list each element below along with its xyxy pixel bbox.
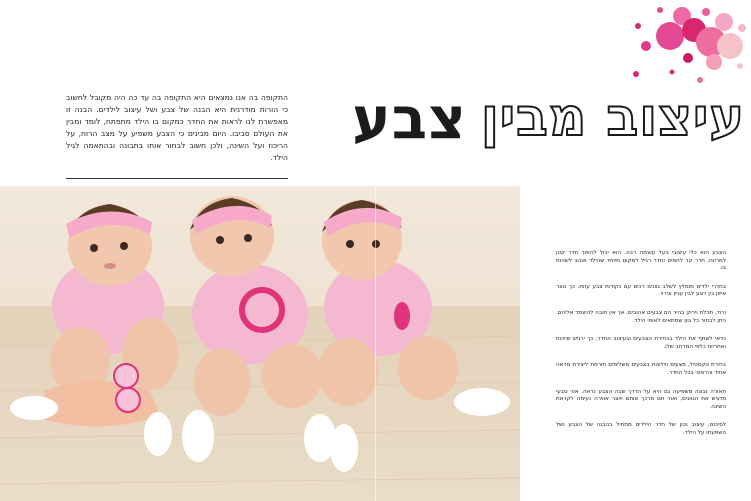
body-paragraph: תאורה נכונה משפיעה גם היא על הדרך שבה הצבע נראה. אור טבעי מדגיש את הגוונים, ואור חם מרכך אותם ויוצר אווירה נעימה לקראת השינה.	[556, 388, 726, 410]
body-paragraph: לסיכום, עיצוב נכון של חדר הילדים מתחיל בהבנה של הצבע ושל השפעתו על הילד.	[556, 422, 726, 436]
babies-photo	[0, 186, 520, 501]
body-column	[556, 250, 726, 498]
body-paragraph: ורוד, תכלת וירוק בהיר הם צבעים אהובים, אך אין חובה להיצמד אליהם. ניתן לבחור כל גוון שמתאים לאופי הילד.	[556, 309, 726, 324]
pink-toy-keys	[394, 302, 410, 330]
page-fold	[375, 186, 376, 501]
body-paragraph: הצבע הוא כלי עיצובי בעל עוצמה רבה. הוא יכול להפוך חדר קטן למרווח, חדר קר לחמים וחדר רגיל למקום מיוחד שהילד אוהב לשהות בו.	[556, 250, 726, 272]
intro-block	[66, 92, 288, 179]
body-paragraph: כדאי לשתף את הילד בבחירת הצבעים ובעיצוב החדר, כך ירגיש שייכות ואחריות כלפי המרחב שלו.	[556, 336, 726, 350]
intro-paragraph: התקופה בה אנו נמצאים היא התקופה בה עד כה היה מקובל לחשוב כי הורות מודרנית היא הבנה של צבע ושל עיצוב לילדים. הבנה זו מאפשרת לנו לראות את החדר כמקום בו הילד מתפתח, לומד ומבין את העולם סביבו. היום מבינים כי הצבע משפיע על מצב הרוח, על הריכוז ועל השינה, ולכן חשוב לבחור אותו בתבונה ובהתאמה לגיל הילד.	[66, 93, 288, 162]
headline-outline-text: עיצוב מבין	[480, 88, 745, 148]
body-paragraph: בחדרי ילדים מומלץ לשלב גוונים רכים עם נקודות צבע עזות, כך נוצר איזון בין רוגע לבין עניין וגירוי.	[556, 283, 726, 298]
headline-solid-text: צבע	[352, 84, 467, 152]
body-paragraph: בחירת טקסטיל, מצעים ווילונות בצבעים משלימים תורמת ליצירת מראה אחיד והרמוני בכל החדר.	[556, 362, 726, 376]
article-headline	[352, 78, 745, 158]
